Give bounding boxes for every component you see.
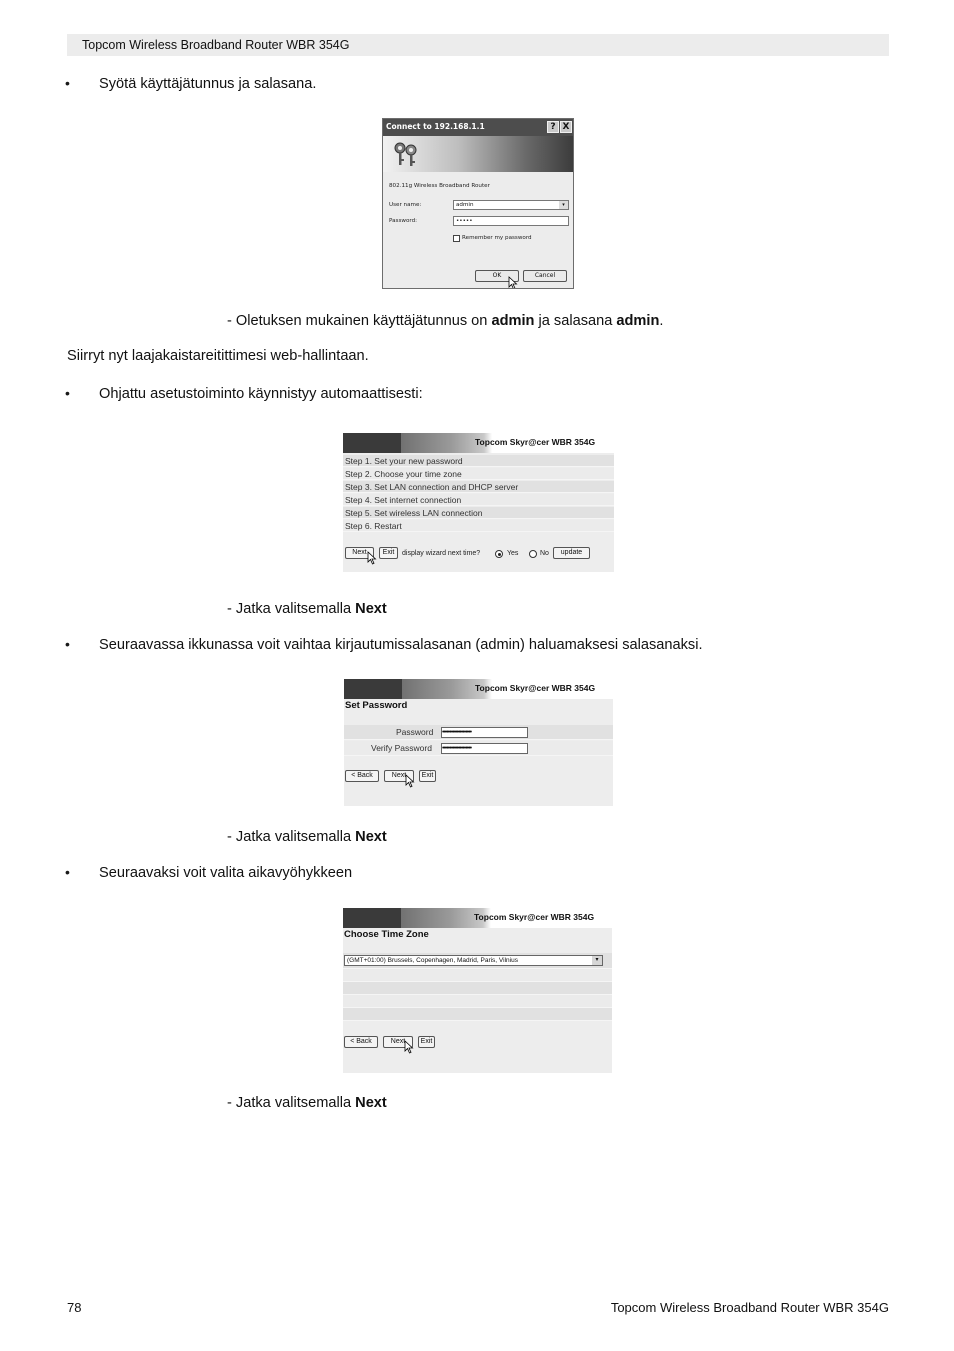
close-icon[interactable]: X: [560, 121, 572, 133]
mouse-pointer-icon: [508, 276, 518, 289]
next-button[interactable]: Next: [383, 1036, 413, 1048]
set-password-screenshot: [344, 679, 613, 806]
wizard-screenshot: [343, 433, 614, 572]
exit-button[interactable]: Exit: [379, 547, 398, 559]
chevron-down-icon[interactable]: ▾: [592, 956, 602, 965]
footer-title: Topcom Wireless Broadband Router WBR 354G: [610, 1300, 889, 1315]
login-dialog-screenshot: [382, 118, 574, 289]
yes-label: Yes: [507, 550, 519, 557]
topcom-logo: [344, 679, 402, 699]
login-realm: 802.11g Wireless Broadband Router: [389, 183, 490, 189]
wizard-step-4: Step 4. Set internet connection: [345, 495, 462, 505]
ok-button[interactable]: OK: [475, 270, 519, 282]
yes-radio[interactable]: [495, 550, 503, 558]
note-text: - Jatka valitsemalla: [227, 829, 356, 845]
time-zone-title: Topcom Skyr@cer WBR 354G: [474, 912, 595, 922]
continue-note-2: [227, 828, 387, 846]
wizard-step-2: Step 2. Choose your time zone: [345, 469, 462, 479]
wizard-step-6: Step 6. Restart: [345, 521, 402, 531]
wizard-step-row: [343, 481, 614, 493]
no-radio[interactable]: [529, 550, 537, 558]
next-button[interactable]: Next: [345, 547, 374, 559]
password-field[interactable]: [453, 216, 569, 226]
default-password: admin: [616, 313, 660, 329]
cancel-button[interactable]: Cancel: [523, 270, 567, 282]
time-zone-heading: Choose Time Zone: [344, 929, 429, 940]
note-text: .: [659, 313, 664, 329]
note-text: - Jatka valitsemalla: [227, 601, 356, 617]
wizard-step-row: [343, 455, 614, 467]
note-text: ja salasana: [534, 313, 617, 329]
username-value: admin: [456, 202, 474, 208]
mouse-pointer-icon: [367, 551, 377, 565]
running-header-title: Topcom Wireless Broadband Router WBR 354G: [82, 38, 350, 52]
time-zone-screenshot: [343, 908, 612, 1073]
back-button[interactable]: < Back: [344, 1036, 378, 1048]
step-4-text: Seuraavaksi voit valita aikavyöhykkeen: [99, 865, 353, 881]
username-label: User name:: [389, 202, 422, 208]
wizard-step-5: Step 5. Set wireless LAN connection: [345, 508, 483, 518]
topcom-logo: [343, 433, 401, 453]
wizard-title: Topcom Skyr@cer WBR 354G: [475, 437, 596, 447]
web-management-paragraph: Siirryt nyt laajakaistareitittimesi web-hallintaan.: [67, 348, 369, 364]
set-password-heading: Set Password: [345, 700, 408, 711]
exit-button[interactable]: Exit: [419, 770, 436, 782]
no-label: No: [540, 550, 549, 557]
login-dialog-titlebar: [383, 119, 573, 136]
continue-note-3: [227, 1094, 387, 1112]
remember-label: Remember my password: [462, 235, 532, 241]
note-text: - Jatka valitsemalla: [227, 1095, 356, 1111]
wizard-header: [343, 433, 614, 453]
verify-password-label: Verify Password: [371, 743, 432, 753]
username-field[interactable]: [453, 200, 569, 210]
note-text: - Oletuksen mukainen käyttäjätunnus on: [227, 313, 492, 329]
mouse-pointer-icon: [404, 1040, 414, 1054]
wizard-step-3: Step 3. Set LAN connection and DHCP server: [345, 482, 519, 492]
mouse-pointer-icon: [405, 774, 415, 788]
display-wizard-question: display wizard next time?: [402, 550, 481, 557]
bullet-3: •: [65, 636, 70, 652]
step-2-text: Ohjattu asetustoiminto käynnistyy automaattisesti:: [99, 386, 423, 402]
running-header: [67, 34, 889, 56]
blank-row: [343, 982, 612, 995]
exit-button[interactable]: Exit: [418, 1036, 435, 1048]
remember-checkbox[interactable]: [453, 235, 460, 242]
bullet-2: •: [65, 385, 70, 401]
wizard-step-1: Step 1. Set your new password: [345, 456, 463, 466]
topcom-logo: [343, 908, 401, 928]
bullet-4: •: [65, 864, 70, 880]
default-username: admin: [491, 313, 535, 329]
wizard-step-row: [343, 468, 614, 480]
continue-note-1: [227, 600, 387, 618]
time-zone-select[interactable]: [344, 955, 603, 966]
blank-row: [343, 1008, 612, 1021]
bullet-1: •: [65, 75, 70, 91]
next-button[interactable]: Next: [384, 770, 414, 782]
help-icon[interactable]: ?: [547, 121, 559, 133]
step-3-text: Seuraavassa ikkunassa voit vaihtaa kirjautumissalasanan (admin) haluamaksesi salasanaksi.: [99, 637, 703, 653]
keys-icon: [391, 140, 421, 168]
password-input[interactable]: ••••••••••••••••••••: [441, 727, 528, 738]
set-password-header: [344, 679, 613, 699]
login-dialog-title: Connect to 192.168.1.1: [386, 122, 485, 131]
wizard-step-row: [343, 520, 614, 532]
login-dialog-banner: [383, 136, 573, 172]
password-label: Password:: [389, 218, 418, 224]
step-1-text: Syötä käyttäjätunnus ja salasana.: [99, 76, 317, 92]
set-password-title: Topcom Skyr@cer WBR 354G: [475, 683, 596, 693]
blank-row: [343, 995, 612, 1008]
verify-password-input[interactable]: ••••••••••••••••••••: [441, 743, 528, 754]
back-button[interactable]: < Back: [345, 770, 379, 782]
time-zone-header: [343, 908, 612, 928]
wizard-step-row: [343, 507, 614, 519]
next-keyword: Next: [355, 829, 387, 845]
time-zone-selected: (GMT+01:00) Brussels, Copenhagen, Madrid, Paris, Vilnius: [347, 957, 518, 964]
chevron-down-icon[interactable]: ▾: [559, 201, 568, 209]
blank-row: [343, 969, 612, 982]
update-button[interactable]: update: [553, 547, 590, 559]
default-credentials-note: [227, 312, 663, 330]
wizard-step-row: [343, 494, 614, 506]
password-value: •••••: [456, 218, 473, 224]
page-number: 78: [67, 1300, 82, 1315]
password-label: Password: [396, 727, 434, 737]
next-keyword: Next: [355, 601, 387, 617]
next-keyword: Next: [355, 1095, 387, 1111]
